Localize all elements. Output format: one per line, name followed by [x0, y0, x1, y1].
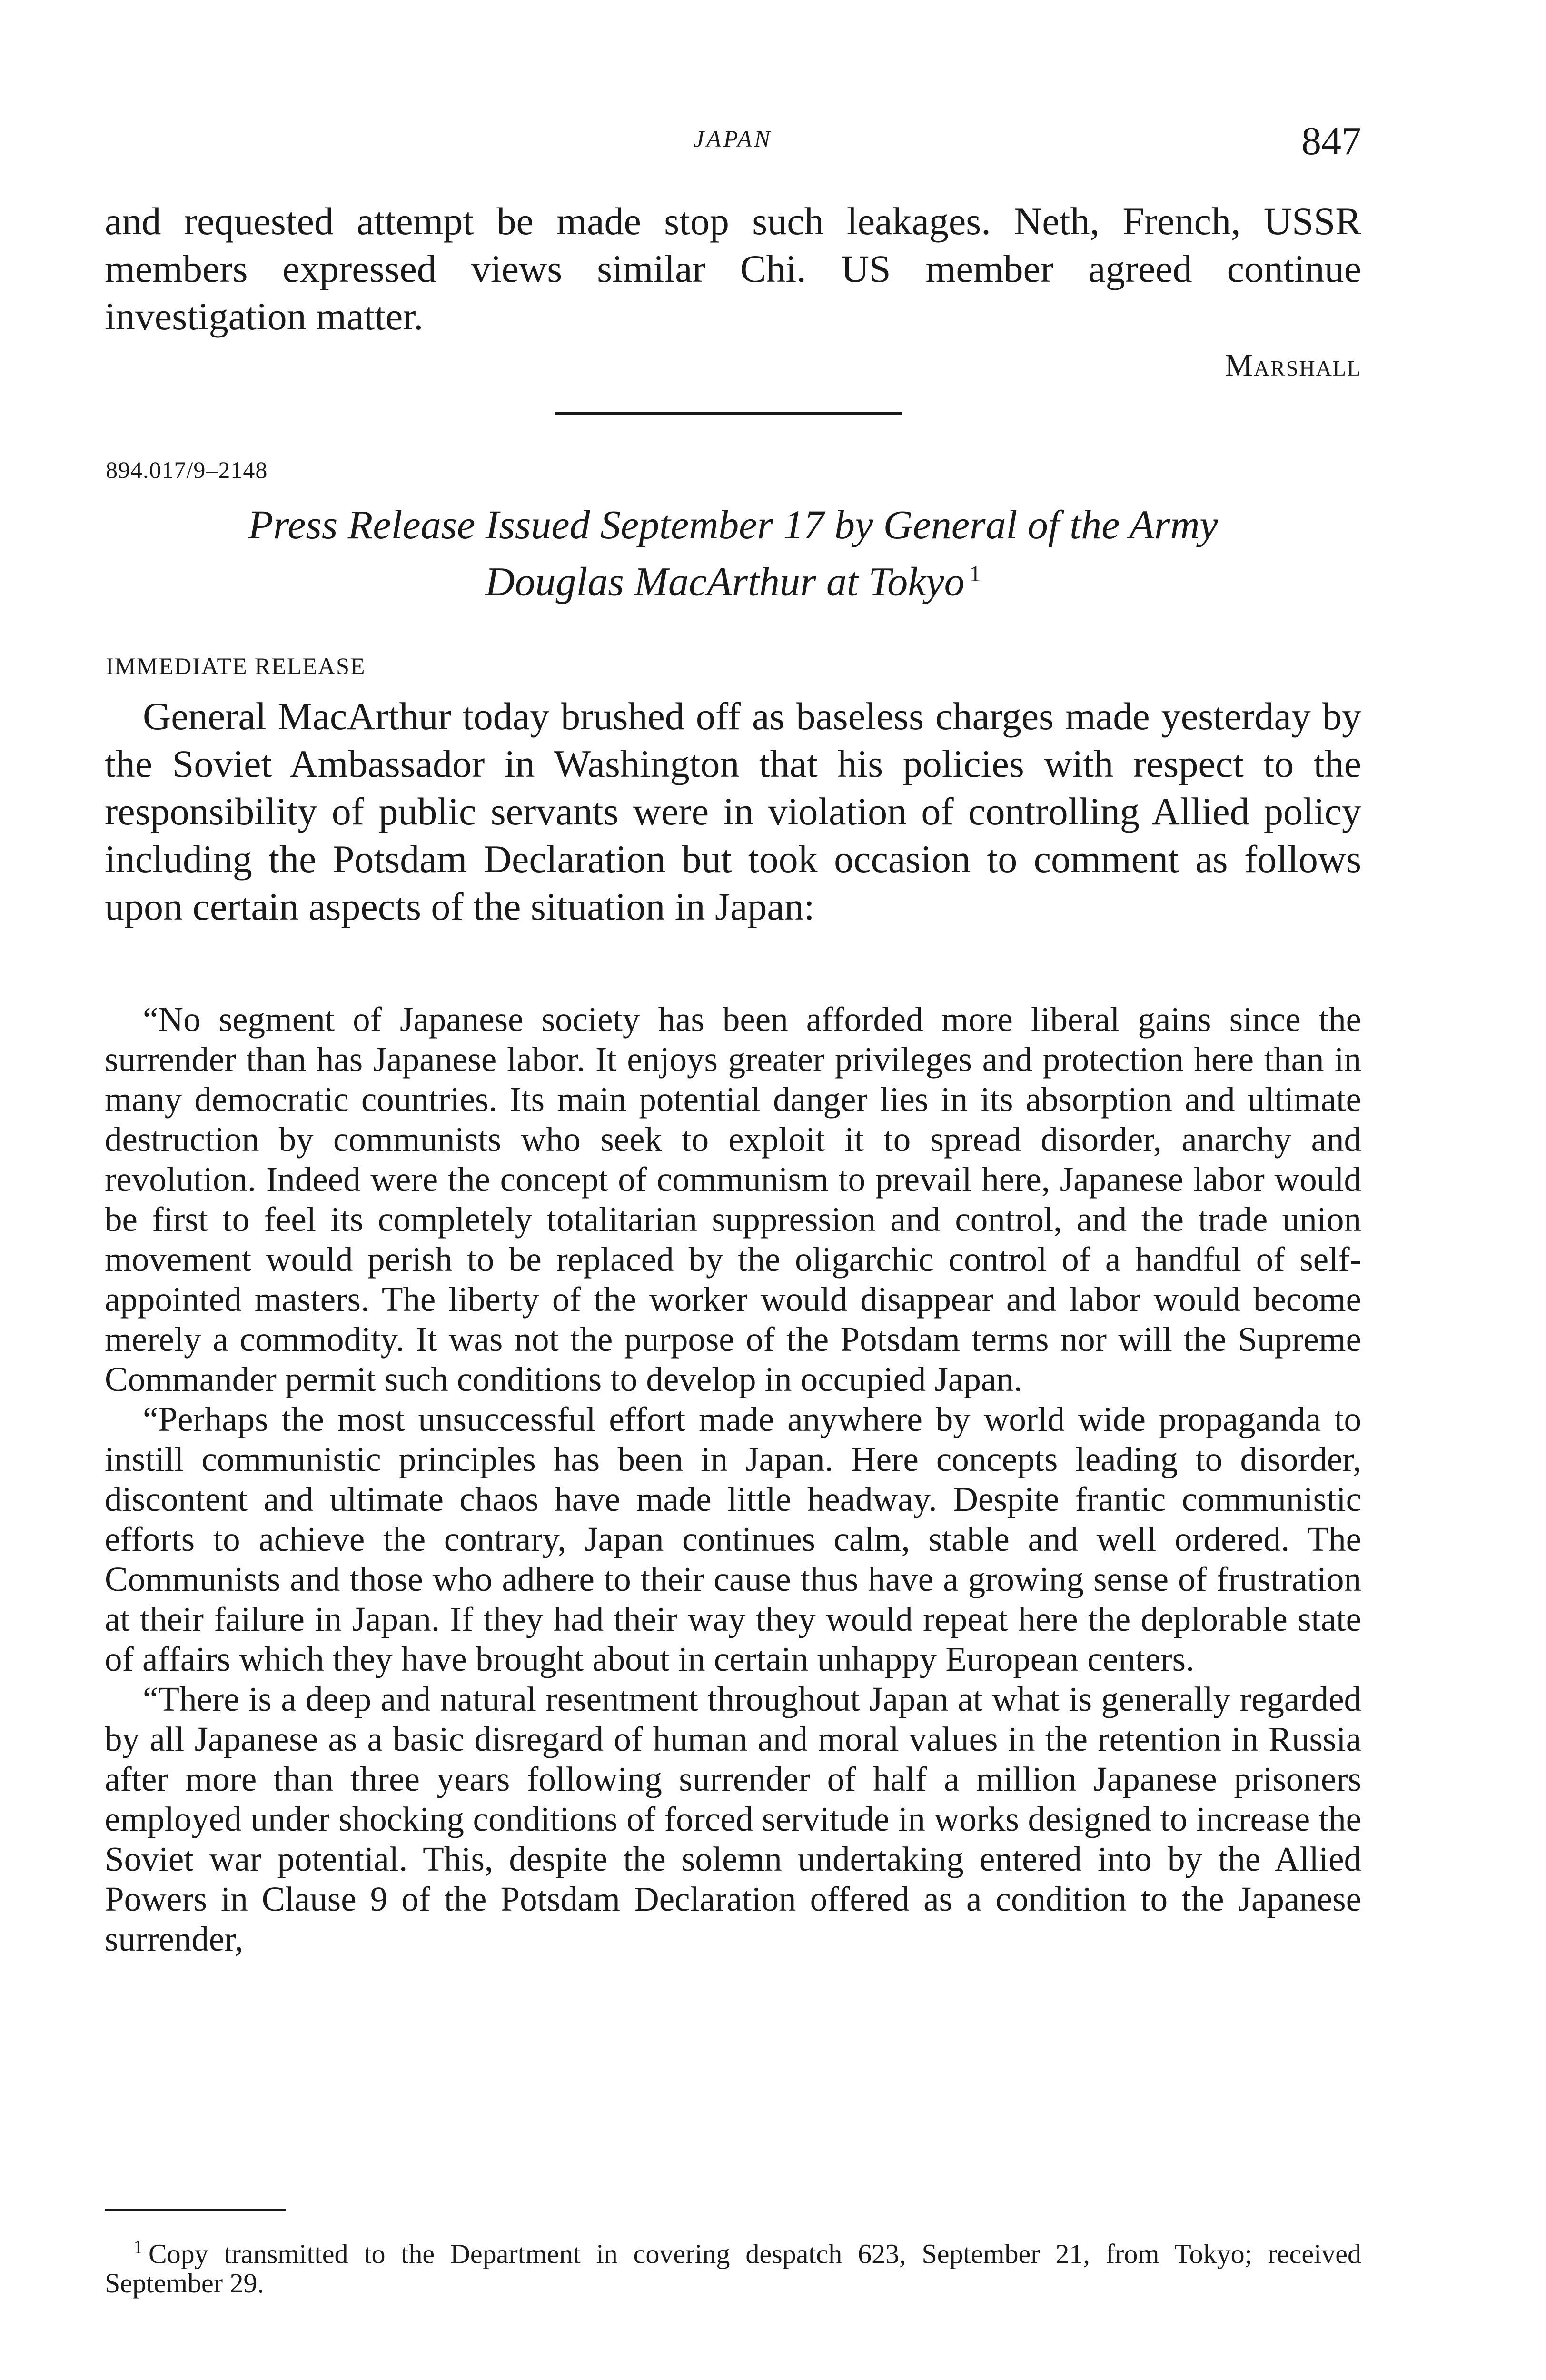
file-number: 894.017/9–2148: [106, 456, 268, 483]
footnote-text: Copy transmitted to the Department in covering despatch 623, September 21, from Tokyo; received September 29.: [105, 2238, 1361, 2299]
statement-paragraph-2: “Perhaps the most unsuccessful effort made anywhere by world wide propaganda to instill communistic principles has been in Japan. Here concepts leading to disorder, discontent and ultimate chaos have made little headway. Despite frantic communistic efforts to achieve the contrary, Japan continues calm, stable and well ordered. The Communists and those who adhere to their cause thus have a growing sense of frustration at their failure in Japan. If they had their way they would repeat here the deplorable state of affairs which they have brought about in certain unhappy European centers.: [105, 1400, 1361, 1678]
continuation-block: [105, 198, 1361, 340]
statement-paragraph-1: “No segment of Japanese society has been afforded more liberal gains since the surrender than has Japanese labor. It enjoys greater privileges and protection here than in many democratic countries. Its main potential danger lies in its absorption and ultimate destruction by communists who seek to exploit it to spread disorder, anarchy and revolution. Indeed were the concept of communism to prevail here, Japanese labor would be first to feel its completely totalitarian suppression and control, and the trade union movement would perish to be replaced by the oligarchic control of a handful of self-appointed masters. The liberty of the worker would disappear and labor would become merely a commodity. It was not the purpose of the Potsdam terms nor will the Supreme Commander permit such conditions to develop in occupied Japan.: [105, 1000, 1361, 1398]
footnote-reference: 1: [969, 561, 981, 586]
document-title: [105, 500, 1361, 606]
continuation-paragraph: and requested attempt be made stop such leakages. Neth, French, USSR members expressed views similar Chi. US member agreed continue investigation matter.: [105, 199, 1361, 338]
statement-paragraph-3: “There is a deep and natural resentment throughout Japan at what is generally regarded by all Japanese as a basic disregard of human and moral values in the retention in Russia after more than three years following surrender of half a million Japanese prisoners employed under shocking conditions of forced servitude in works designed to increase the Soviet war potential. This, despite the solemn undertaking entered into by the Allied Powers in Clause 9 of the Potsdam Declaration offered as a condition to the Japanese surrender,: [105, 1680, 1361, 1958]
running-title: JAPAN: [694, 125, 773, 152]
section-divider: [555, 412, 902, 415]
statement-block: [105, 1000, 1361, 1959]
footnote-divider: [105, 2209, 286, 2211]
footnote-mark: 1: [133, 2236, 143, 2258]
title-line-2: [105, 549, 1361, 606]
intro-block: [105, 693, 1361, 931]
title-line-2-text: Douglas MacArthur at Tokyo: [485, 558, 965, 605]
footnote: [105, 2232, 1361, 2298]
release-label: IMMEDIATE RELEASE: [106, 653, 366, 679]
intro-paragraph: General MacArthur today brushed off as baseless charges made yesterday by the Soviet Ambassador in Washington that his policies with respect to the responsibility of public servants were in violation of controlling Allied policy including the Potsdam Declaration but took occasion to comment as follows upon certain aspects of the situation in Japan:: [105, 694, 1361, 928]
title-line-1: Press Release Issued September 17 by General of the Army: [248, 502, 1218, 547]
running-header: [105, 118, 1361, 170]
signature: Marshall: [1225, 348, 1361, 383]
page-number: 847: [1301, 119, 1361, 163]
